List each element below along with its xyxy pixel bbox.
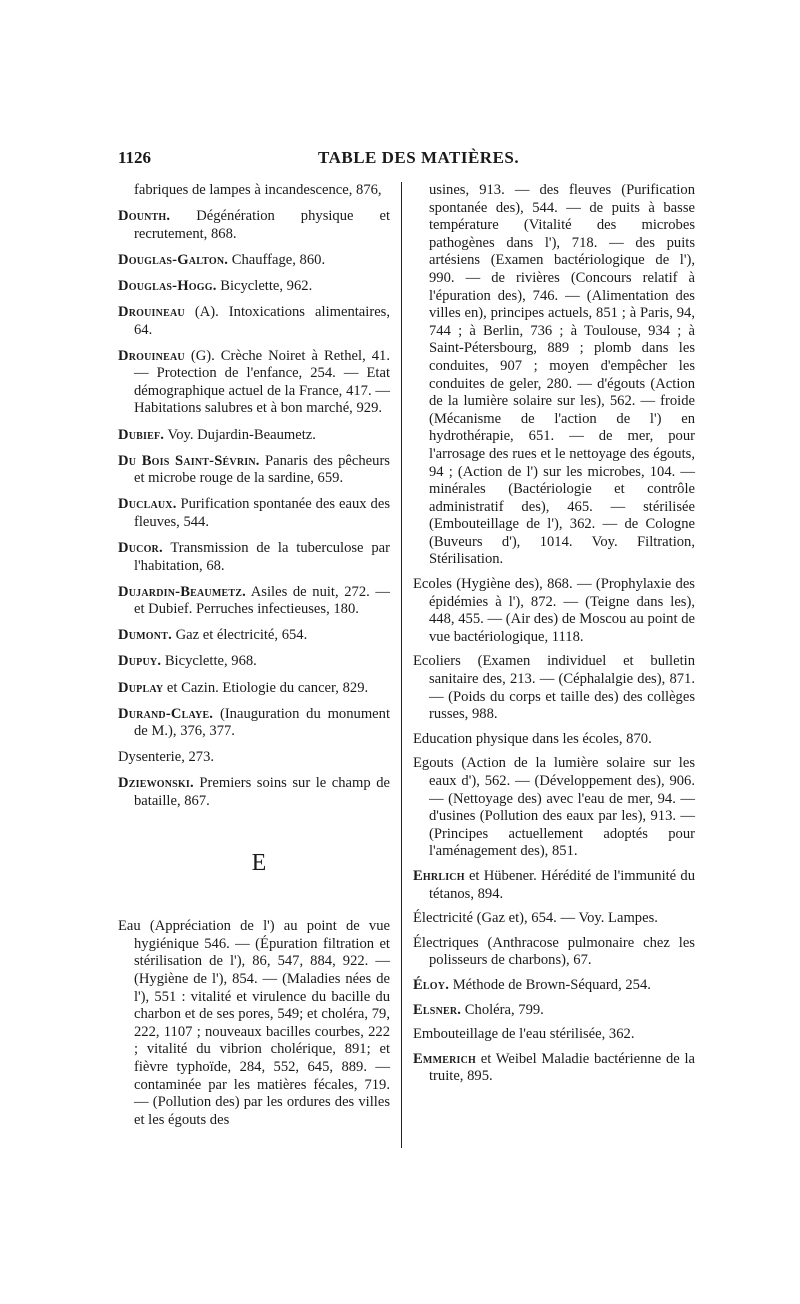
entry-text: (G). Crèche Noiret à Rethel, 41. — Protection de l'enfance, 254. — Etat démographique actuel de la France, 417. — Habitations salubres et à bon marché, 929. xyxy=(134,347,390,417)
index-entry xyxy=(118,540,390,575)
entry-text: Premiers soins sur le champ de bataille, 867. xyxy=(134,775,390,810)
index-entry xyxy=(413,910,695,928)
entry-text: Ecoliers (Examen individuel et bulletin sanitaire des, 213. — (Céphalalgie des), 871. — (Poids du corps et taille des) des collèges russes, 988. xyxy=(413,653,695,723)
index-entry xyxy=(413,1002,695,1020)
entry-author: Dupuy. xyxy=(118,653,162,670)
entry-text: Bicyclette, 962. xyxy=(216,277,313,294)
index-entry xyxy=(118,208,390,243)
entry-author: Douglas-Galton. xyxy=(118,251,229,268)
entry-author: Duplay xyxy=(118,679,164,696)
entry-author: Durand-Claye. xyxy=(118,705,214,722)
entry-text: (Inauguration du monument de M.), 376, 377. xyxy=(134,705,390,740)
page-number: 1126 xyxy=(118,148,152,167)
entry-text: Chauffage, 860. xyxy=(228,251,326,268)
entry-author: Elsner. xyxy=(413,1001,462,1018)
entry-text: Dégénération physique et recrutement, 868. xyxy=(134,208,390,242)
index-entry xyxy=(413,868,695,903)
entry-text: fabriques de lampes à incandescence, 876, xyxy=(134,182,382,198)
index-entry xyxy=(118,749,390,767)
entry-text: Voy. Dujardin-Beaumetz. xyxy=(164,426,316,443)
running-title: TABLE DES MATIÈRES. xyxy=(318,148,520,167)
index-entry xyxy=(413,977,695,995)
entry-author: Drouineau xyxy=(118,347,185,364)
right-entries xyxy=(413,182,695,1086)
entry-author: Éloy. xyxy=(413,976,450,993)
entry-text: Méthode de Brown-Séquard, 254. xyxy=(449,976,651,993)
entry-author: Du Bois Saint-Sévrin. xyxy=(118,452,260,469)
entry-text: Egouts (Action de la lumière solaire sur les eaux d'), 562. — (Développement des), 906. — (Nettoyage des) avec l'eau de mer, 94. — d'usines (Pollution des eaux par les), 913. — (Principes actuellement adoptés pour l'aménagement des), 851. xyxy=(413,755,695,860)
entry-author: Emmerich xyxy=(413,1050,476,1067)
index-entry xyxy=(118,496,390,531)
entry-text: Ecoles (Hygiène des), 868. — (Prophylaxie des épidémies à l'), 872. — (Teigne dans les), 448, 455. — (Air des) de Moscou au point de vue bactériologique, 1118. xyxy=(413,576,695,645)
index-entry xyxy=(413,935,695,970)
index-entry xyxy=(413,755,695,861)
entry-author: Ducor. xyxy=(118,540,163,556)
column-divider xyxy=(401,182,402,1148)
index-entry xyxy=(118,182,390,200)
entry-text: Education physique dans les écoles, 870. xyxy=(413,730,652,747)
page-header xyxy=(118,148,692,172)
index-entry xyxy=(118,918,390,1129)
entry-text: Panaris des pêcheurs et microbe rouge de la sardine, 659. xyxy=(134,452,390,487)
index-entry xyxy=(118,584,390,619)
entry-text: (A). Intoxications alimentaires, 64. xyxy=(134,303,390,338)
entry-text: Asiles de nuit, 272. — et Dubief. Perruches infectieuses, 180. xyxy=(134,583,390,618)
left-column xyxy=(118,182,390,1138)
index-entry xyxy=(118,775,390,810)
entry-author: Dujardin-Beaumetz. xyxy=(118,583,246,600)
entry-text: Transmission de la tuberculose par l'habitation, 68. xyxy=(134,540,390,574)
entry-author: Duclaux. xyxy=(118,496,177,513)
index-entry xyxy=(118,706,390,741)
index-entry xyxy=(118,627,390,645)
index-entry xyxy=(413,182,695,569)
left-entries-after xyxy=(118,918,390,1129)
entry-text: Purification spontanée des eaux des fleuves, 544. xyxy=(134,496,390,530)
index-entry xyxy=(413,1026,695,1044)
entry-text: et Cazin. Etiologie du cancer, 829. xyxy=(163,679,369,696)
entry-author: Drouineau xyxy=(118,303,185,320)
index-entry xyxy=(118,653,390,671)
entry-text: usines, 913. — des fleuves (Purification spontanée des), 544. — de puits à basse température (Vitalité des microbes pathogènes dans l'), 718. — des puits artésiens (Examen bactériologique de l'), 990. — de rivières (Concours relatif à l'épuration des), 746. — (Alimentation des villes en), principes actuels, 851 ; à Paris, 94, 744 ; à Berlin, 736 ; à Toulouse, 934 ; à Saint-Pétersbourg, 889 ; plomb dans les conduites, 907 ; moyen d'empêcher les conduites de geler, 280. — d'égouts (Action de la lumière solaire sur les), 562. — froide (Mécanisme de l'action de l') en hydrothérapie, 651. — de mer, pour l'arrosage des rues et le nettoyage des égouts, 94 ; (Action de l') sur les microbes, 104. — minérales (Bactériologie et contrôle administratif des), 465. — stérilisée (Embouteillage de l'), 362. — de Cologne (Buveurs d'), 1014. Voy. Filtration, Stérilisation. xyxy=(429,182,695,568)
entry-text: Électriques (Anthracose pulmonaire chez les polisseurs de charbons), 67. xyxy=(413,934,695,969)
entry-text: Électricité (Gaz et), 654. — Voy. Lampes. xyxy=(413,910,658,927)
entry-text: Eau (Appréciation de l') au point de vue hygiénique 546. — (Épuration filtration et stérilisation de l'), 86, 547, 884, 922. — (Hygiène de l'), 854. — (Maladies nées de l'), 551 : vitalité et virulence du bacille du charbon et de ses pores, 549; et choléra, 79, 222, 1107 ; nouveaux bacilles courbes, 222 ; vitalité du vibrion cholérique, 891; et fièvre typhoïde, 284, 552, 645, 889. — contaminée par les matières fécales, 719. — (Pollution des) par les ordures des villes et les égouts des xyxy=(118,918,390,1128)
entry-author: Dumont. xyxy=(118,627,172,644)
entry-text: et Weibel Maladie bactérienne de la truite, 895. xyxy=(429,1050,695,1085)
right-column xyxy=(413,182,695,1093)
entry-author: Dounth. xyxy=(118,208,171,225)
entry-author: Ehrlich xyxy=(413,867,465,884)
index-entry xyxy=(413,731,695,749)
index-entry xyxy=(118,348,390,418)
index-entry xyxy=(413,576,695,646)
entry-text: Gaz et électricité, 654. xyxy=(171,627,308,644)
section-letter: E xyxy=(251,849,267,876)
entry-text: et Hübener. Hérédité de l'immunité du tétanos, 894. xyxy=(429,867,695,902)
index-entry xyxy=(118,304,390,339)
index-entry xyxy=(118,453,390,488)
entry-text: Embouteillage de l'eau stérilisée, 362. xyxy=(413,1026,635,1043)
entry-text: Dysenterie, 273. xyxy=(118,749,215,766)
entry-text: Choléra, 799. xyxy=(461,1001,544,1018)
index-entry xyxy=(118,252,390,270)
index-entry xyxy=(118,278,390,296)
entry-author: Dziewonski. xyxy=(118,775,194,792)
entry-author: Dubief. xyxy=(118,426,165,443)
index-entry xyxy=(413,1051,695,1086)
entry-author: Douglas-Hogg. xyxy=(118,277,217,294)
index-entry xyxy=(118,680,390,698)
index-entry xyxy=(118,427,390,445)
index-entry xyxy=(413,653,695,723)
entry-text: Bicyclette, 968. xyxy=(161,653,257,670)
left-entries xyxy=(118,182,390,811)
